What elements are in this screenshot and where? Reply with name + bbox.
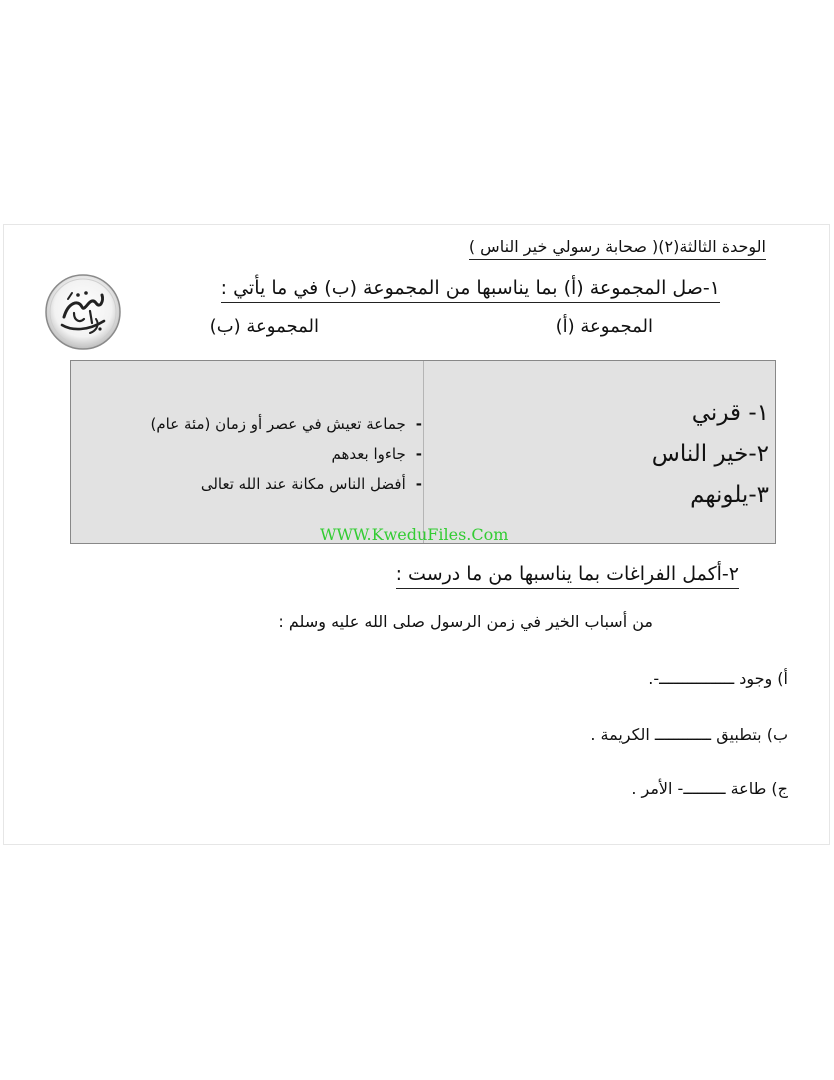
group-a-item: ٢-خير الناس [651, 441, 769, 467]
question1-title: ١-صل المجموعة (أ) بما يناسبها من المجموعة (ب) في ما يأتي : [221, 277, 720, 303]
bullet-dash: - [415, 475, 422, 493]
bullet-dash: - [415, 415, 422, 433]
group-a-item: ١- قرني [691, 400, 769, 426]
group-b-item [77, 409, 422, 439]
group-b-item [77, 469, 422, 499]
group-b-item [77, 439, 422, 469]
calligraphy-seal-icon [44, 273, 122, 351]
group-a-item: ٣-يلونهم [690, 482, 769, 508]
fill-blank-item: ج) طاعة ـــــــــ- الأمر . [631, 779, 788, 798]
fill-blank-item: أ) وجود ــــــــــــــــ-. [648, 669, 788, 688]
fill-blank-item: ب) بتطبيق ــــــــــــ الكريمة . [590, 725, 788, 744]
group-a-column [439, 393, 769, 516]
group-b-item-text: جاءوا بعدهم [331, 445, 406, 463]
group-b-heading: المجموعة (ب) [209, 316, 319, 337]
group-b-item-text: جماعة تعيش في عصر أو زمان (مئة عام) [150, 415, 406, 433]
watermark: WWW.KweduFiles.Com [320, 525, 509, 544]
unit-title: الوحدة الثالثة(٢)( صحابة رسولي خير الناس ) [469, 237, 766, 260]
bullet-dash: - [415, 445, 422, 463]
question2-title: ٢-أكمل الفراغات بما يناسبها من ما درست : [396, 563, 739, 589]
group-b-item-text: أفضل الناس مكانة عند الله تعالى [200, 475, 406, 493]
matching-table [70, 360, 776, 544]
column-divider [423, 361, 424, 543]
group-b-column [77, 409, 422, 499]
question2-intro: من أسباب الخير في زمن الرسول صلى الله عليه وسلم : [278, 612, 653, 631]
worksheet [3, 224, 830, 845]
group-a-heading: المجموعة (أ) [555, 316, 653, 337]
